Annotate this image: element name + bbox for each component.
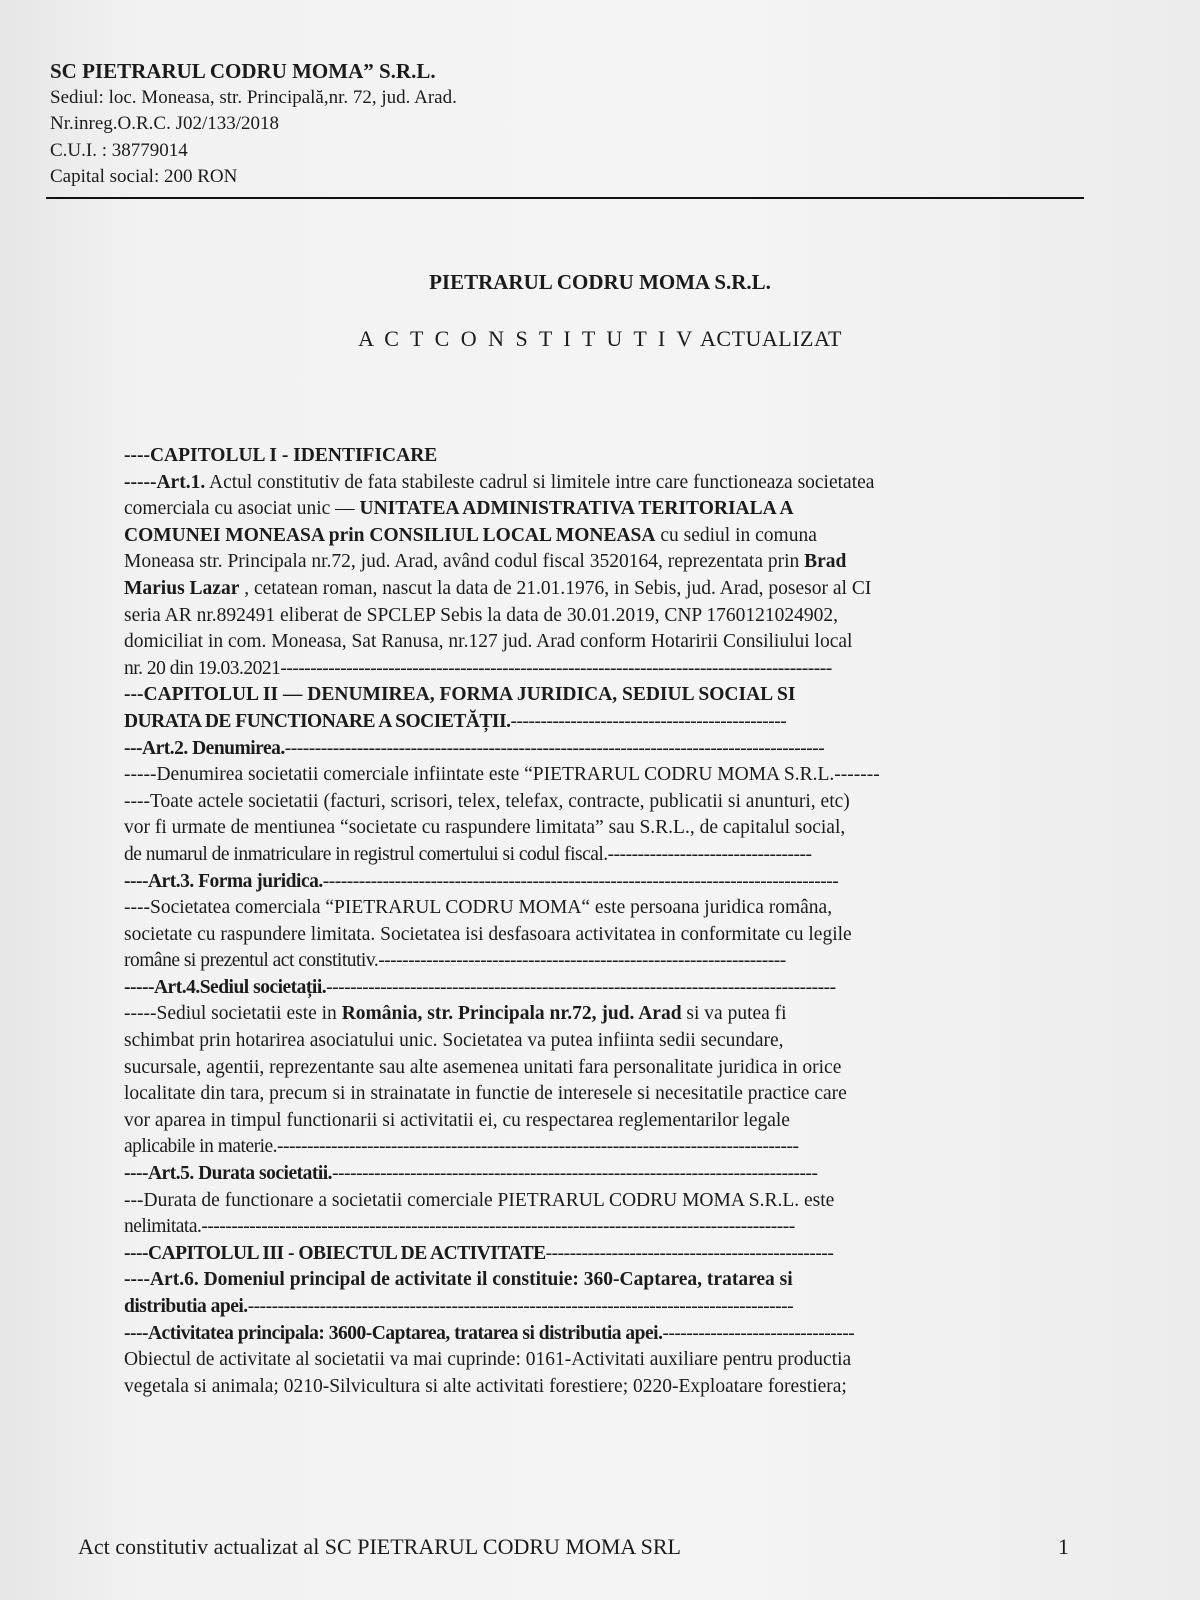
dash-filler: ------------------------------------------------ [545,1242,834,1264]
art1-line [124,496,1084,523]
document-title-act [0,326,1200,352]
title-act-spaced: A C T C O N S T I T U T I V [358,326,696,351]
header-divider [46,197,1084,199]
company-address: Sediul: loc. Moneasa, str. Principală,nr. 72, jud. Arad. [50,86,457,108]
page-number: 1 [1058,1534,1069,1559]
chapter-2-heading-text: DURATA DE FUNCTIONARE A SOCIETĂȚII. [124,710,511,732]
art1-text: Moneasa str. Principala nr.72, jud. Arad, având codul fiscal 3520164, reprezentata prin [124,551,805,573]
art5-title: ----Art.5. Durata societatii. [124,1163,333,1185]
art4-line: schimbat prin hotarirea asociatului unic. Societatea va putea infiinta sedii secundare, [124,1030,784,1052]
art1-line [124,576,1084,603]
dash-filler: --------------------------------------------------------------------------------- [332,1163,818,1185]
chapter-2-heading [124,709,1084,736]
main-activity [124,1321,1084,1348]
art4-line: sucursale, agentii, reprezentante sau alte asemenea unitati fara personalitate juridica in orice [124,1056,842,1078]
art4-line [124,1001,1084,1028]
art1-text: , cetatean roman, nascut la data de 21.01.1976, in Sebis, jud. Arad, posesor al CI [239,577,872,599]
chapter-3-heading [124,1241,1084,1268]
company-cui: C.U.I. : 38779014 [50,139,188,161]
art5-line: nelimitata.--------------------------------------------------------------------------------------------------- [124,1216,795,1238]
art1-line: domiciliat in com. Moneasa, Sat Ranusa, nr.127 jud. Arad conform Hotaririi Consiliului local [124,631,853,653]
art1-bold: Marius Lazar [124,577,240,599]
art4-heading [124,975,1084,1002]
art1-text: comerciala cu asociat unic — [124,498,360,520]
art1-text: Actul constitutiv de fata stabileste cadrul si limitele intre care functioneaza societatea [205,471,875,493]
art4-title: -----Art.4.Sediul societații. [124,976,327,998]
art2-line: de numarul de inmatriculare in registrul comertului si codul fiscal.---------------------------------- [124,843,812,865]
art1-label: -----Art.1. [124,471,206,493]
art6-title: distributia apei. [124,1296,248,1317]
art1-bold: COMUNEI MONEASA prin CONSILIUL LOCAL MONEASA [124,524,656,546]
art3-heading [124,869,1084,896]
activity-line: Obiectul de activitate al societatii va mai cuprinde: 0161-Activitati auxiliare pentru productia [124,1349,852,1371]
art2-line: -----Denumirea societatii comerciale infiintate este “PIETRARUL CODRU MOMA S.R.L.------- [124,764,880,786]
art4-bold: România, str. Principala nr.72, jud. Arad [341,1003,682,1025]
activity-line: vegetala si animala; 0210-Silvicultura si alte activitati forestiere; 0220-Exploatare forestiera; [124,1375,847,1397]
page-footer: Act constitutiv actualizat al SC PIETRARUL CODRU MOMA SRL [78,1534,681,1559]
art1-line [124,523,1084,550]
dash-filler: ---------------------------------------------- [510,710,787,732]
art4-line: vor aparea in timpul functionarii si activitatii ei, cu respectarea reglementarilor legale [124,1109,790,1131]
chapter-1-heading: ----CAPITOLUL I - IDENTIFICARE [124,445,438,466]
dash-filler: -------------------------------------------------------------------------------------- [322,870,839,892]
company-header [50,58,1080,191]
art1-line: nr. 20 din 19.03.2021-------------------------------------------------------------------------------------------- [124,657,832,679]
dash-filler: -------------------------------- [662,1322,855,1344]
company-capital: Capital social: 200 RON [50,166,238,187]
chapter-3-heading-text: ----CAPITOLUL III - OBIECTUL DE ACTIVITATE [124,1242,546,1264]
art4-line: localitate din tara, precum si in strainatate in functie de interesele si necesitatile practice care [124,1083,847,1105]
art2-heading [124,736,1084,763]
dash-filler: ------------------------------------------------------------------------------------- [326,976,836,998]
art5-line: ---Durata de functionare a societatii comerciale PIETRARUL CODRU MOMA S.R.L. este [124,1189,835,1211]
art2-line: vor fi urmate de mentiunea “societate cu raspundere limitata” sau S.R.L., de capitalul social, [124,817,846,839]
company-name: SC PIETRARUL CODRU MOMA” S.R.L. [50,59,436,83]
art1-line [124,470,1084,497]
art1-bold: Brad [804,551,847,573]
art5-heading [124,1161,1084,1188]
art6-heading: ----Art.6. Domeniul principal de activitate il constituie: 360-Captarea, tratarea si [124,1269,793,1291]
art2-title: ---Art.2. Denumirea. [124,737,285,759]
main-activity-text: ----Activitatea principala: 3600-Captarea, tratarea si distributia apei. [124,1322,663,1344]
company-registration: Nr.inreg.O.R.C. J02/133/2018 [50,113,280,134]
document-title-company: PIETRARUL CODRU MOMA S.R.L. [429,270,771,294]
art1-text: cu sediul in comuna [655,524,817,546]
art1-bold: UNITATEA ADMINISTRATIVA TERITORIALA A [359,498,794,520]
art4-text: si va putea fi [681,1003,787,1025]
art3-line: române si prezentul act constitutiv.-------------------------------------------------------------------- [124,950,786,972]
title-act-rest: ACTUALIZAT [695,326,842,351]
art4-line: aplicabile in materie.--------------------------------------------------------------------------------------- [124,1136,799,1158]
dash-filler: ------------------------------------------------------------------------------------------- [247,1296,794,1317]
art1-line [124,549,1084,576]
art3-line: ----Societatea comerciala “PIETRARUL CODRU MOMA“ este persoana juridica româna, [124,897,833,919]
art3-line: societate cu raspundere limitata. Societatea isi desfasoara activitatea in conformitate cu legile [124,923,852,945]
art6-heading [124,1294,1084,1321]
art4-text: -----Sediul societatii este in [124,1003,342,1025]
art2-line: ----Toate actele societatii (facturi, scrisori, telex, telefax, contracte, publicatii si anunturi, etc) [124,790,850,812]
art3-title: ----Art.3. Forma juridica. [124,870,323,892]
art1-line: seria AR nr.892491 eliberat de SPCLEP Sebis la data de 30.01.2019, CNP 1760121024902, [124,604,839,626]
dash-filler: ------------------------------------------------------------------------------------------ [284,737,825,759]
chapter-2-heading: ---CAPITOLUL II — DENUMIREA, FORMA JURIDICA, SEDIUL SOCIAL SI [124,684,796,706]
document-body [124,443,1084,1400]
